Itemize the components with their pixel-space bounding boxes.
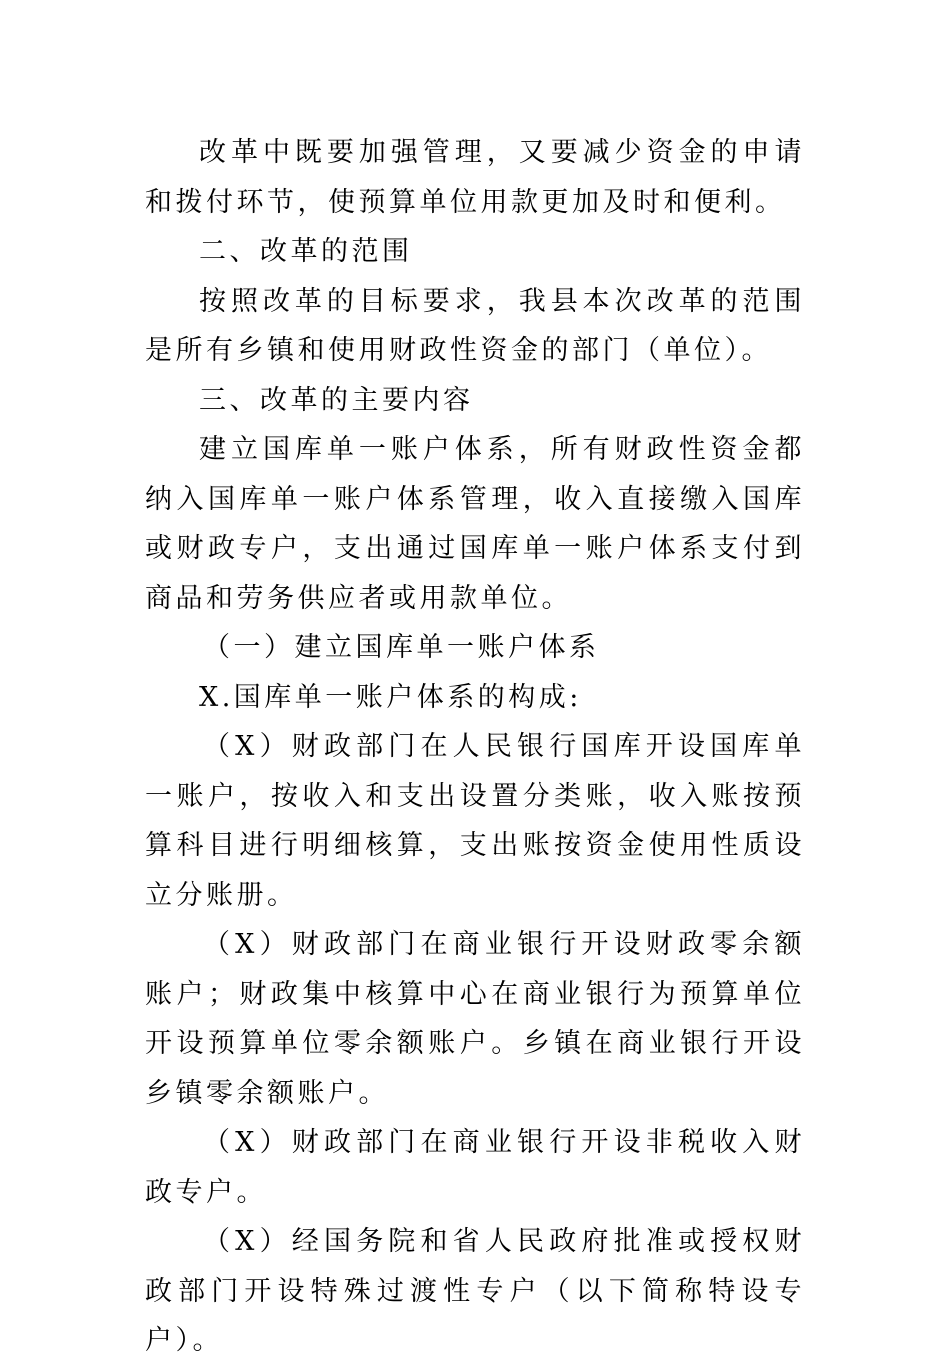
item-special-transition-account: （X）经国务院和省人民政府批准或授权财政部门开设特殊过渡性专户（以下简称特设专户）。 [145,1226,805,1356]
paragraph-reform-scope: 按照改革的目标要求，我县本次改革的范围是所有乡镇和使用财政性资金的部门（单位）。 [145,285,805,366]
paragraph-treasury-account-system: 建立国库单一账户体系，所有财政性资金都纳入国库单一账户体系管理，收入直接缴入国库或财政专户，支出通过国库单一账户体系支付到商品和劳务供应者或用款单位。 [145,434,805,614]
item-zero-balance-account: （X）财政部门在商业银行开设财政零余额账户；财政集中核算中心在商业银行为预算单位开设预算单位零余额账户。乡镇在商业银行开设乡镇零余额账户。 [145,929,805,1109]
item-treasury-single-account: （X）财政部门在人民银行国库开设国库单一账户，按收入和支出设置分类账，收入账按预算科目进行明细核算，支出账按资金使用性质设立分账册。 [145,731,805,911]
subheading-establish-account-system: （一）建立国库单一账户体系 [203,632,600,663]
item-account-system-composition: X.国库单一账户体系的构成: [199,681,582,713]
item-non-tax-revenue-account: （X）财政部门在商业银行开设非税收入财政专户。 [145,1127,805,1208]
heading-reform-content: 三、改革的主要内容 [199,384,474,416]
paragraph-reform-management: 改革中既要加强管理，又要减少资金的申请和拨付环节，使预算单位用款更加及时和便利。 [145,137,805,218]
document-body [145,128,805,1366]
heading-reform-scope: 二、改革的范围 [199,236,413,267]
